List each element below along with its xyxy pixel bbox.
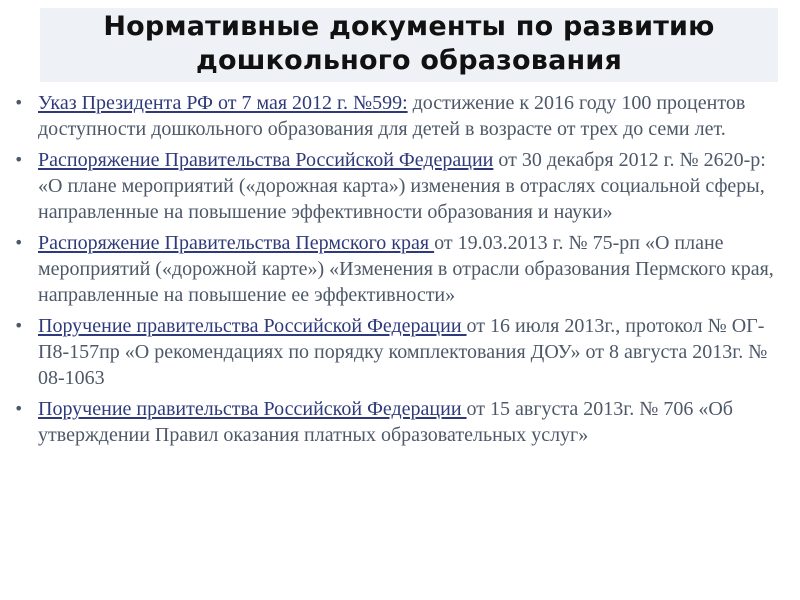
item-text: от 16 июля 2013г., протокол № ОГ-П8-157пр «О рекомендациях по порядку комплектования ДОУ» от 8 августа 2013г. № 08-1063 bbox=[38, 315, 768, 389]
page-title bbox=[40, 10, 778, 78]
list-item-order-2620 bbox=[12, 147, 794, 225]
bullet-icon: • bbox=[14, 150, 24, 169]
list-item-perm-order-75 bbox=[12, 230, 794, 308]
link-instruction-og-p8[interactable]: Поручение правительства Российской Федерации bbox=[38, 315, 467, 337]
bullet-icon: • bbox=[14, 316, 24, 335]
link-order-2620[interactable]: Распоряжение Правительства Российской Федерации bbox=[38, 149, 494, 171]
item-text: от 15 августа 2013г. № 706 «Об утверждении Правил оказания платных образовательных услуг» bbox=[38, 398, 733, 446]
link-instruction-706[interactable]: Поручение правительства Российской Федерации bbox=[38, 398, 467, 420]
item-text: от 30 декабря 2012 г. № 2620-р: «О плане мероприятий («дорожная карта») изменения в отраслях социальной сферы, направленные на повышение эффективности образования и науки» bbox=[38, 149, 766, 223]
link-perm-order-75[interactable]: Распоряжение Правительства Пермского края bbox=[38, 232, 435, 254]
title-line-2: дошкольного образования bbox=[195, 45, 622, 76]
bullet-icon: • bbox=[14, 399, 24, 418]
bullet-icon: • bbox=[14, 93, 24, 112]
item-text: от 19.03.2013 г. № 75-рп «О плане мероприятий («дорожной карте») «Изменения в отрасли образования Пермского края, направленные на повышение ее эффективности» bbox=[38, 232, 774, 306]
document-list bbox=[12, 90, 794, 453]
bullet-icon: • bbox=[14, 233, 24, 252]
title-line-1: Нормативные документы по развитию bbox=[103, 11, 715, 42]
link-decree-599[interactable]: Указ Президента РФ от 7 мая 2012 г. №599: bbox=[38, 92, 408, 114]
item-text: достижение к 2016 году 100 процентов доступности дошкольного образования для детей в возрасте от трех до семи лет. bbox=[38, 92, 746, 140]
list-item-instruction-og-p8 bbox=[12, 313, 794, 391]
list-item-instruction-706 bbox=[12, 396, 794, 448]
list-item-decree-599 bbox=[12, 90, 794, 142]
